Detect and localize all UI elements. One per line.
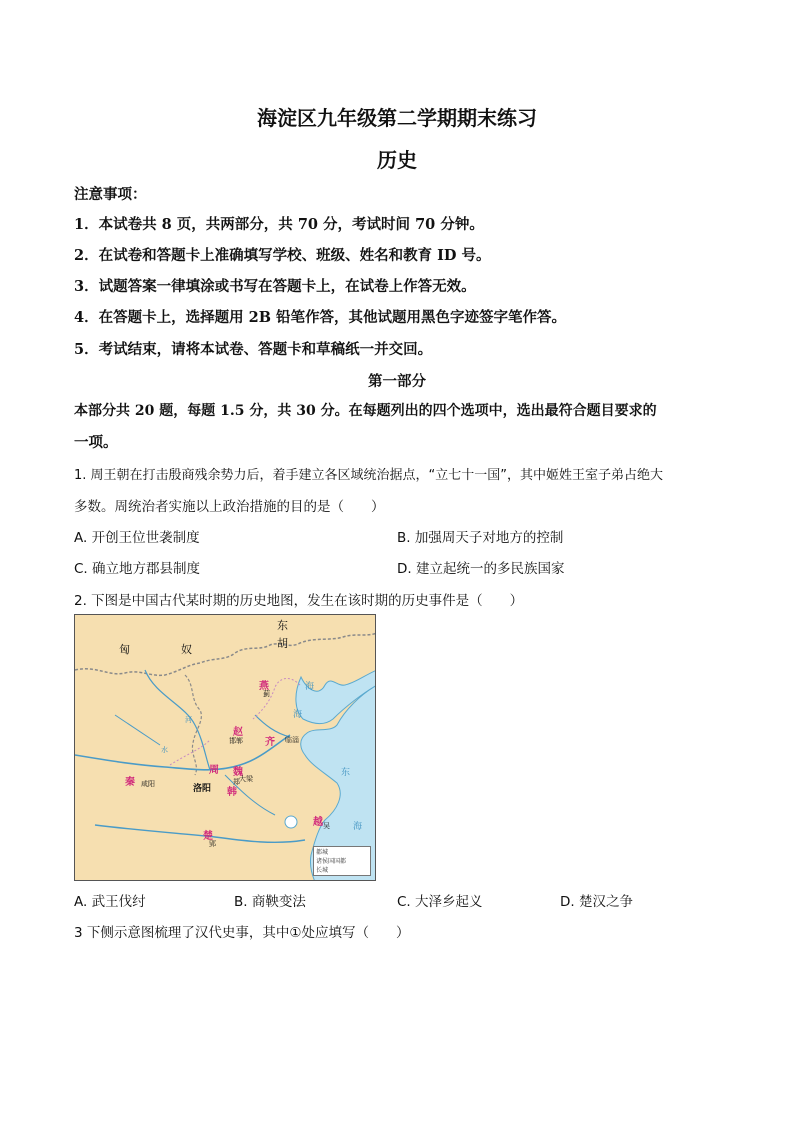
question-1-stem: 1. 周王朝在打击殷商残余势力后，着手建立各区域统治据点，“立七十一国”，其中姬姓王室子弟占绝大 xyxy=(74,468,664,483)
map-label-east-sea: 东 xyxy=(341,768,351,778)
map-label-sea: 海 xyxy=(293,710,303,720)
map-label-donghu: 胡 xyxy=(277,637,288,650)
map-label-river: 水 xyxy=(161,746,168,754)
historical-map xyxy=(74,614,376,881)
option-c[interactable]: C. 确立地方郡县制度 xyxy=(74,561,201,577)
part-intro: 一项。 xyxy=(74,434,118,451)
map-label-han: 韩 xyxy=(227,787,237,798)
note-item: 5．考试结束，请将本试卷、答题卡和草稿纸一并交回。 xyxy=(74,341,433,358)
map-label-zheng: 郑 xyxy=(233,778,240,786)
note-item: 1．本试卷共 8 页，共两部分，共 70 分，考试时间 70 分钟。 xyxy=(74,216,484,233)
map-label-qin: 秦 xyxy=(125,777,135,788)
map-label-donghu: 东 xyxy=(277,619,288,632)
legend-capital: 都城 xyxy=(316,849,329,856)
map-label-chu: 楚 xyxy=(203,831,213,842)
map-label-ji: 蓟 xyxy=(263,690,270,698)
exam-title: 海淀区九年级第二学期期末练习 xyxy=(257,106,537,130)
map-label-handan: 邯郸 xyxy=(229,737,243,745)
option-b[interactable]: B. 加强周天子对地方的控制 xyxy=(397,530,564,546)
map-label-sea: 海 xyxy=(305,682,315,692)
map-label-sea: 海 xyxy=(353,822,363,832)
note-item: 3．试题答案一律填涂或书写在答题卡上，在试卷上作答无效。 xyxy=(74,278,476,295)
legend-state-capital: 诸侯国国都 xyxy=(316,858,347,865)
note-item: 2．在试卷和答题卡上准确填写学校、班级、姓名和教育 ID 号。 xyxy=(74,247,491,264)
map-label-zhao: 赵 xyxy=(233,727,243,738)
map-label-yan: 燕 xyxy=(259,681,269,692)
subject-title: 历史 xyxy=(377,148,417,172)
map-label-river: 河 xyxy=(185,716,192,724)
map-label-zhou: 周 xyxy=(209,765,219,776)
legend-great-wall: 长城 xyxy=(316,867,329,874)
part-title: 第一部分 xyxy=(368,373,426,390)
map-label-wu: 吴 xyxy=(323,822,330,830)
map-label-qi: 齐 xyxy=(265,737,275,748)
option-a[interactable]: A. 武王伐纣 xyxy=(74,894,146,910)
map-label-xianyang: 咸阳 xyxy=(141,780,155,788)
part-intro: 本部分共 20 题，每题 1.5 分，共 30 分。在每题列出的四个选项中，选出最符合题目要求的 xyxy=(74,403,657,419)
question-1-stem: 多数。周统治者实施以上政治措施的目的是（ ） xyxy=(74,499,385,515)
map-label-xiongnu: 匈 xyxy=(119,643,130,656)
map-label-daliang: 大梁 xyxy=(239,775,253,783)
option-a[interactable]: A. 开创王位世袭制度 xyxy=(74,530,200,546)
note-item: 4．在答题卡上，选择题用 2B 铅笔作答，其他试题用黑色字迹签字笔作答。 xyxy=(74,309,567,326)
option-d[interactable]: D. 建立起统一的多民族国家 xyxy=(397,561,565,577)
map-label-xiongnu: 奴 xyxy=(181,643,192,656)
map-legend xyxy=(313,846,371,876)
map-label-luoyang: 洛阳 xyxy=(193,784,212,794)
map-label-ying: 郢 xyxy=(209,840,216,848)
option-c[interactable]: C. 大泽乡起义 xyxy=(397,894,483,910)
question-2-stem: 2. 下图是中国古代某时期的历史地图，发生在该时期的历史事件是（ ） xyxy=(74,593,524,609)
map-label-yue: 越 xyxy=(313,817,323,828)
map-label-wei: 魏 xyxy=(233,767,243,778)
map-label-linzi: 临淄 xyxy=(285,736,299,744)
option-d[interactable]: D. 楚汉之争 xyxy=(560,894,633,910)
question-3-stem: 3 下侧示意图梳理了汉代史事，其中①处应填写（ ） xyxy=(74,925,410,941)
notes-heading: 注意事项： xyxy=(74,186,147,203)
option-b[interactable]: B. 商鞅变法 xyxy=(234,894,306,910)
